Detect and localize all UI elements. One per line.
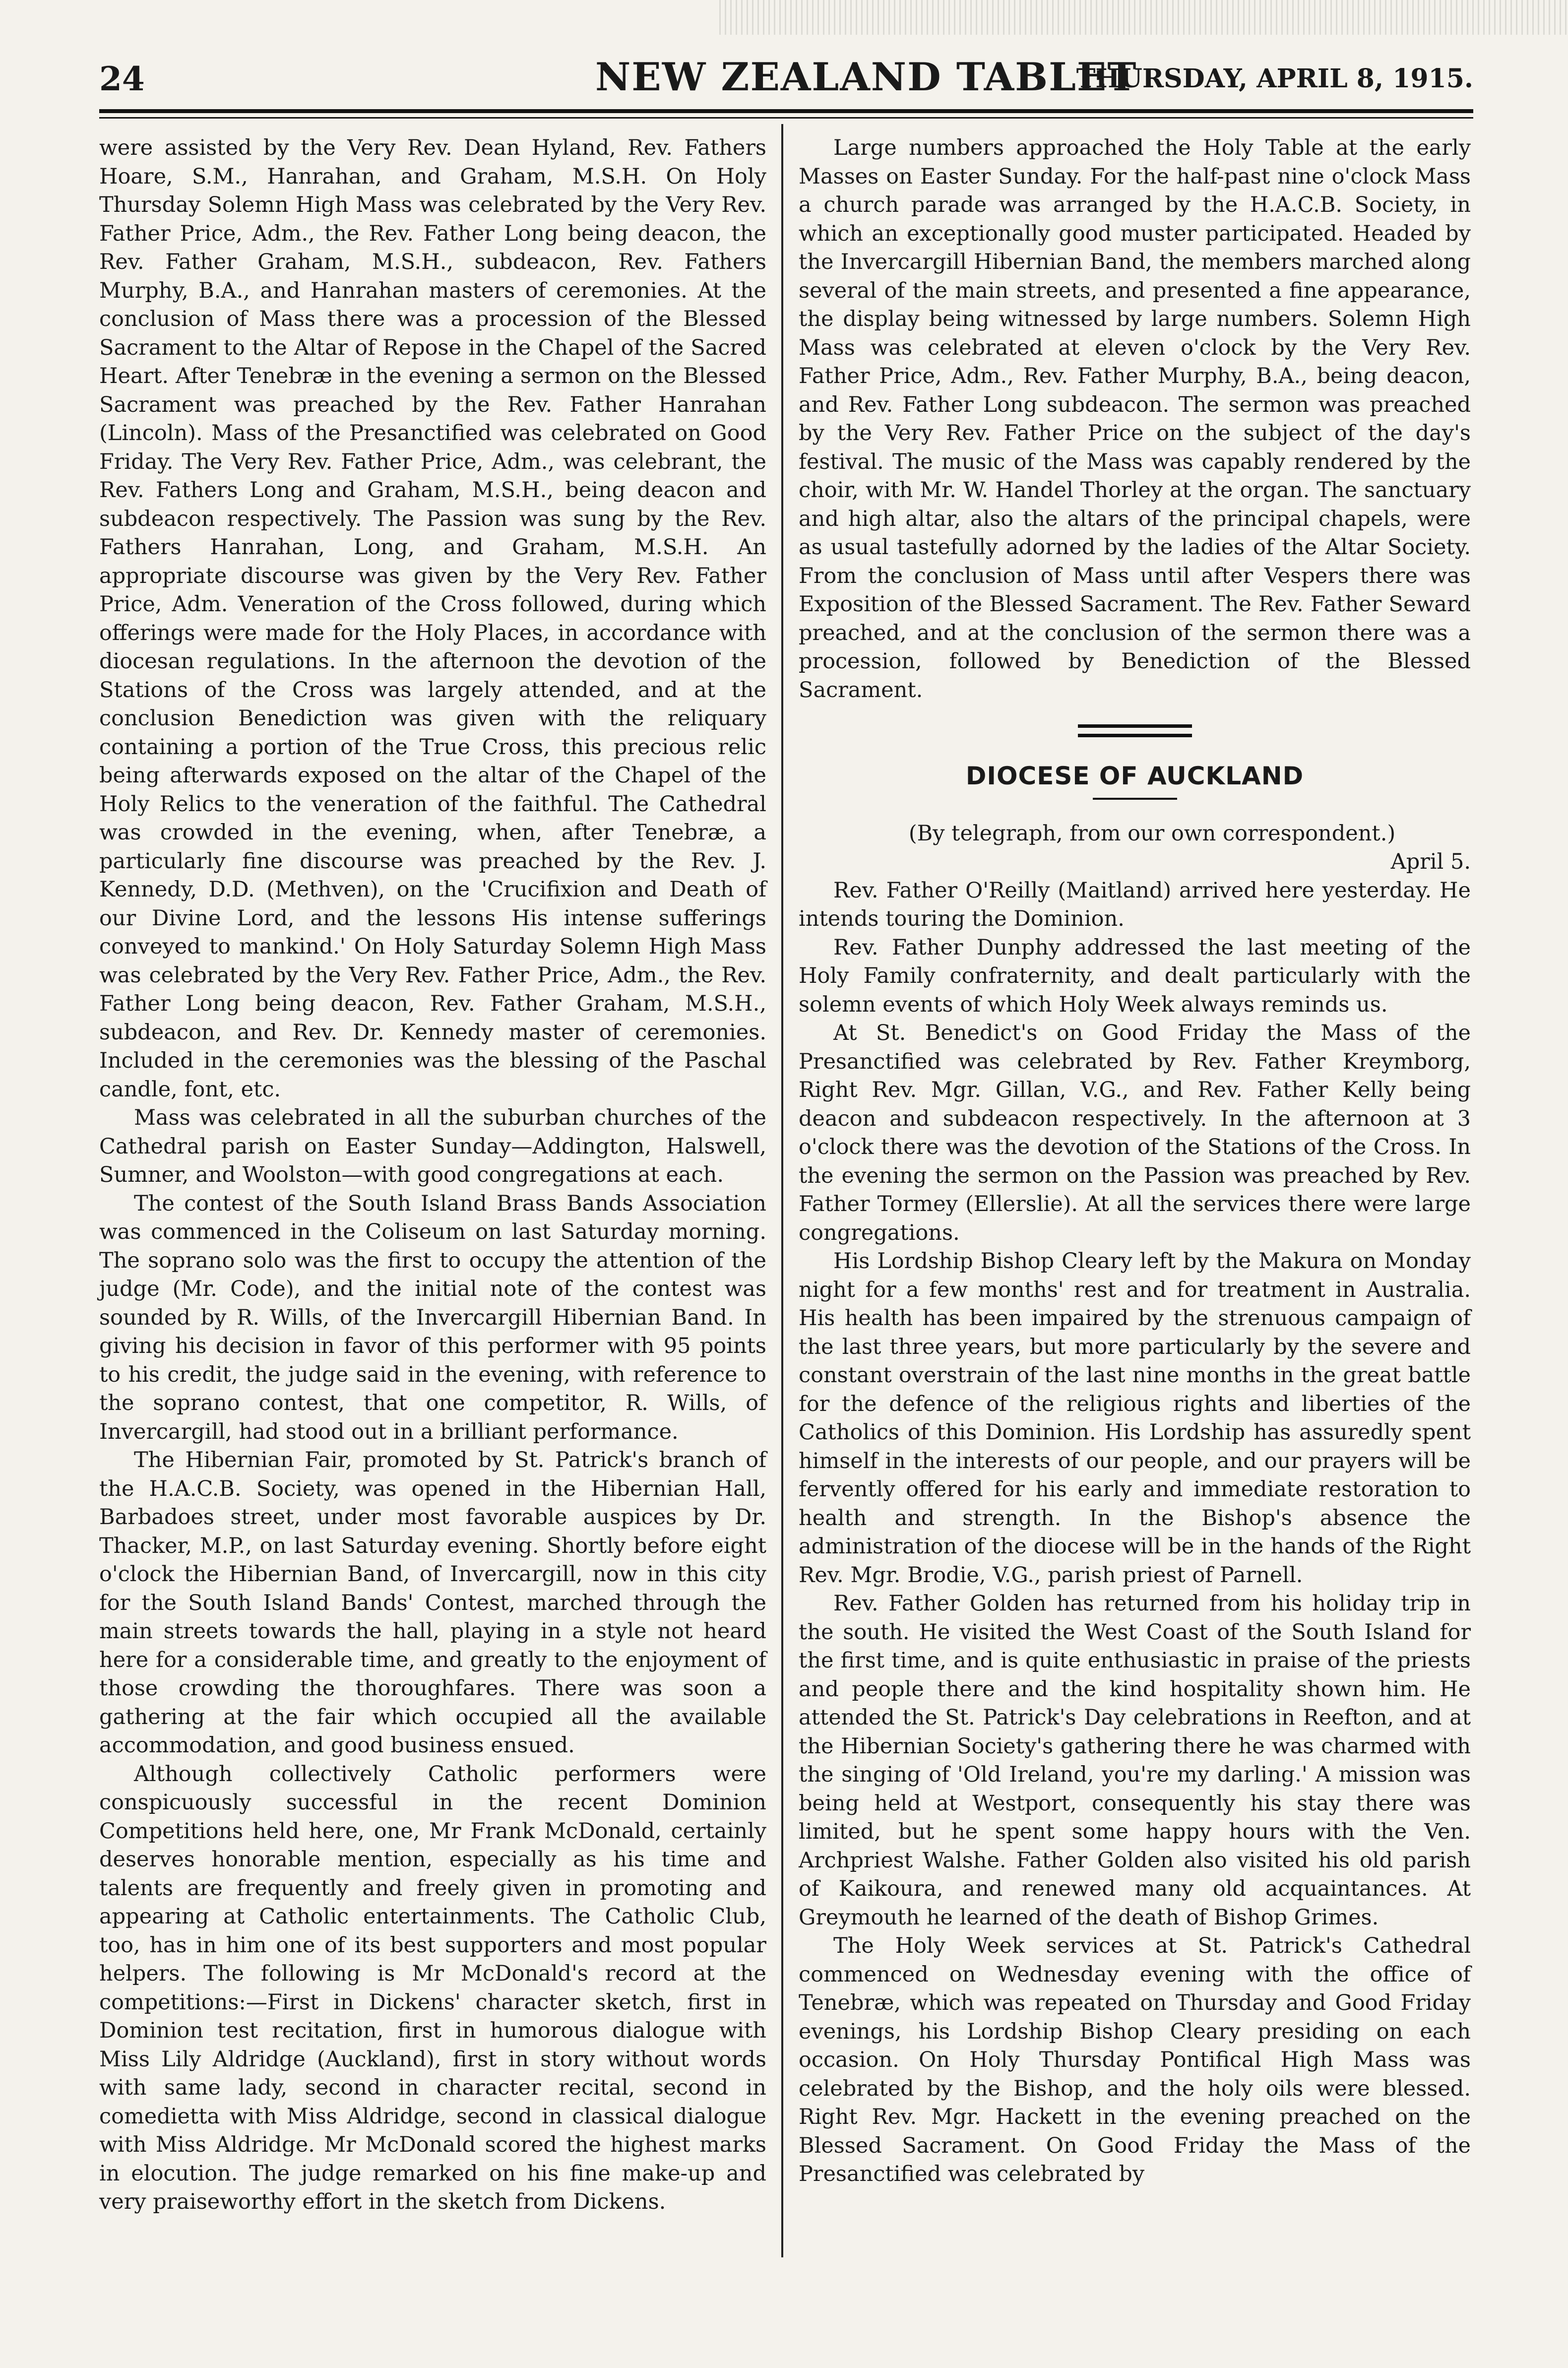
paragraph: Rev. Father Golden has returned from his holiday trip in the south. He visited the West Coast of the South Island for the first time, and is quite enthusiastic in praise of the priests and people there and the kind hospitality shown him. He attended the St. Patrick's Day celebrations in Reefton, and at the Hibernian Society's gathering there he was charmed with the singing of 'Old Ireland, you're my darling.' A mission was being held at Westport, consequently his stay there was limited, but he spent some happy hours with the Ven. Archpriest Walshe. Father Golden also visited his old parish of Kaikoura, and renewed many old acquaintances. At Greymouth he learned of the death of Bishop Grimes. — [799, 1591, 1471, 1930]
paragraph: At St. Benedict's on Good Friday the Mass of the Presanctified was celebrated by Rev. Father Kreymborg, Right Rev. Mgr. Gillan, V.G., and Rev. Father Kelly being deacon and subdeacon respectively. In the afternoon at 3 o'clock there was the devotion of the Stations of the Cross. In the evening the sermon on the Passion was preached by Rev. Father Tormey (Ellerslie). At all the services there were large congregations. — [799, 1021, 1471, 1245]
byline: (By telegraph, from our own correspondent.) — [908, 821, 1396, 846]
section-title: DIOCESE OF AUCKLAND — [965, 762, 1304, 790]
header-rule-thin — [99, 117, 1473, 119]
paragraph: Rev. Father Dunphy addressed the last meeting of the Holy Family confraternity, and dealt particularly with the solemn events of which Holy Week always reminds us. — [799, 935, 1471, 1017]
paragraph: The contest of the South Island Brass Bands Association was commenced in the Coliseum on last Saturday morning. The soprano solo was the first to occupy the attention of the judge (Mr. Code), and the initial note of the contest was sounded by R. Wills, of the Invercargill Hibernian Band. In giving his decision in favor of this performer with 95 points to his credit, the judge said in the evening, with reference to the soprano contest, that one competitor, R. Wills, of Invercargill, had stood out in a brilliant performance. — [99, 1191, 766, 1444]
right-column — [799, 134, 1471, 2189]
print-speckle — [719, 0, 1568, 35]
paragraph: Although collectively Catholic performers were conspicuously successful in the recent Dominion Competitions held here, one, Mr Frank McDonald, certainly deserves honorable mention, especially as his time and talents are frequently and freely given in promoting and appearing at Catholic entertainments. The Catholic Club, too, has in him one of its best supporters and most popular helpers. The following is Mr McDonald's record at the competitions:—First in Dickens' character sketch, first in Dominion test recitation, first in humorous dialogue with Miss Lily Aldridge (Auckland), first in story without words with same lady, second in character recital, second in comedietta with Miss Aldridge, second in classical dialogue with Miss Aldridge. Mr McDonald scored the highest marks in elocution. The judge remarked on his fine make-up and very praiseworthy effort in the sketch from Dickens. — [99, 1761, 766, 2214]
article-dateline: April 5. — [1390, 849, 1471, 874]
issue-date: THURSDAY, APRIL 8, 1915. — [1076, 64, 1473, 94]
page-header — [99, 50, 1473, 109]
paragraph: Rev. Father O'Reilly (Maitland) arrived here yesterday. He intends touring the Dominion. — [799, 878, 1471, 931]
paragraph: The Hibernian Fair, promoted by St. Patrick's branch of the H.A.C.B. Society, was opened in the Hibernian Hall, Barbadoes street, under most favorable auspices by Dr. Thacker, M.P., on last Saturday evening. Shortly before eight o'clock the Hibernian Band, of Invercargill, now in this city for the South Island Bands' Contest, marched through the main streets towards the hall, playing in a style not heard here for a considerable time, and greatly to the enjoyment of those crowding the thoroughfares. There was soon a gathering at the fair which occupied all the available accommodation, and good business ensued. — [99, 1448, 766, 1758]
column-divider — [781, 124, 783, 2257]
title-underline — [1093, 798, 1177, 800]
header-rule — [99, 109, 1473, 113]
section-divider — [1078, 724, 1192, 737]
paragraph: Mass was celebrated in all the suburban churches of the Cathedral parish on Easter Sunday—Addington, Halswell, Sumner, and Woolston—with good congregations at each. — [99, 1105, 766, 1187]
paragraph: were assisted by the Very Rev. Dean Hyland, Rev. Fathers Hoare, S.M., Hanrahan, and Graham, M.S.H. On Holy Thursday Solemn High Mass was celebrated by the Very Rev. Father Price, Adm., the Rev. Father Long being deacon, the Rev. Father Graham, M.S.H., subdeacon, Rev. Fathers Murphy, B.A., and Hanrahan masters of ceremonies. At the conclusion of Mass there was a procession of the Blessed Sacrament to the Altar of Repose in the Chapel of the Sacred Heart. After Tenebræ in the evening a sermon on the Blessed Sacrament was preached by the Rev. Father Hanrahan (Lincoln). Mass of the Presanctified was celebrated on Good Friday. The Very Rev. Father Price, Adm., was celebrant, the Rev. Fathers Long and Graham, M.S.H., being deacon and subdeacon respectively. The Passion was sung by the Rev. Fathers Hanrahan, Long, and Graham, M.S.H. An appropriate discourse was given by the Very Rev. Father Price, Adm. Veneration of the Cross followed, during which offerings were made for the Holy Places, in accordance with diocesan regulations. In the afternoon the devotion of the Stations of the Cross was largely attended, and at the conclusion Benediction was given with the reliquary containing a portion of the True Cross, this precious relic being afterwards exposed on the altar of the Chapel of the Holy Relics to the veneration of the faithful. The Cathedral was crowded in the evening, when, after Tenebræ, a particularly fine discourse was preached by the Rev. J. Kennedy, D.D. (Methven), on the 'Crucifixion and Death of our Divine Lord, and the lessons His intense sufferings conveyed to mankind.' On Holy Saturday Solemn High Mass was celebrated by the Very Rev. Father Price, Adm., the Rev. Father Long being deacon, Rev. Father Graham, M.S.H., subdeacon, and Rev. Dr. Kennedy master of ceremonies. Included in the ceremonies was the blessing of the Paschal candle, font, etc. — [99, 135, 766, 1102]
publication-title: NEW ZEALAND TABLET — [595, 55, 1137, 100]
paragraph: Large numbers approached the Holy Table at the early Masses on Easter Sunday. For the half-past nine o'clock Mass a church parade was arranged by the H.A.C.B. Society, in which an exceptionally good muster participated. Headed by the Invercargill Hibernian Band, the members marched along several of the main streets, and presented a fine appearance, the display being witnessed by large numbers. Solemn High Mass was celebrated at eleven o'clock by the Very Rev. Father Price, Adm., Rev. Father Murphy, B.A., being deacon, and Rev. Father Long subdeacon. The sermon was preached by the Very Rev. Father Price on the subject of the day's festival. The music of the Mass was capably rendered by the choir, with Mr. W. Handel Thorley at the organ. The sanctuary and high altar, also the altars of the principal chapels, were as usual tastefully adorned by the ladies of the Altar Society. From the conclusion of Mass until after Vespers there was Exposition of the Blessed Sacrament. The Rev. Father Seward preached, and at the conclusion of the sermon there was a procession, followed by Benediction of the Blessed Sacrament. — [799, 135, 1471, 703]
paragraph: His Lordship Bishop Cleary left by the Makura on Monday night for a few months' rest and for treatment in Australia. His health has been impaired by the strenuous campaign of the last three years, but more particularly by the severe and constant overstrain of the last nine months in the great battle for the defence of the religious rights and liberties of the Catholics of this Dominion. His Lordship has assuredly spent himself in the interests of our people, and our prayers will be fervently offered for his early and immediate restoration to health and strength. In the Bishop's absence the administration of the diocese will be in the hands of the Right Rev. Mgr. Brodie, V.G., parish priest of Parnell. — [799, 1249, 1471, 1588]
page-number: 24 — [99, 60, 145, 98]
left-column — [99, 134, 766, 2217]
paragraph: The Holy Week services at St. Patrick's Cathedral commenced on Wednesday evening with the office of Tenebræ, which was repeated on Thursday and Good Friday evenings, his Lordship Bishop Cleary presiding on each occasion. On Holy Thursday Pontifical High Mass was celebrated by the Bishop, and the holy oils were blessed. Right Rev. Mgr. Hackett in the evening preached on the Blessed Sacrament. On Good Friday the Mass of the Presanctified was celebrated by — [799, 1933, 1471, 2186]
